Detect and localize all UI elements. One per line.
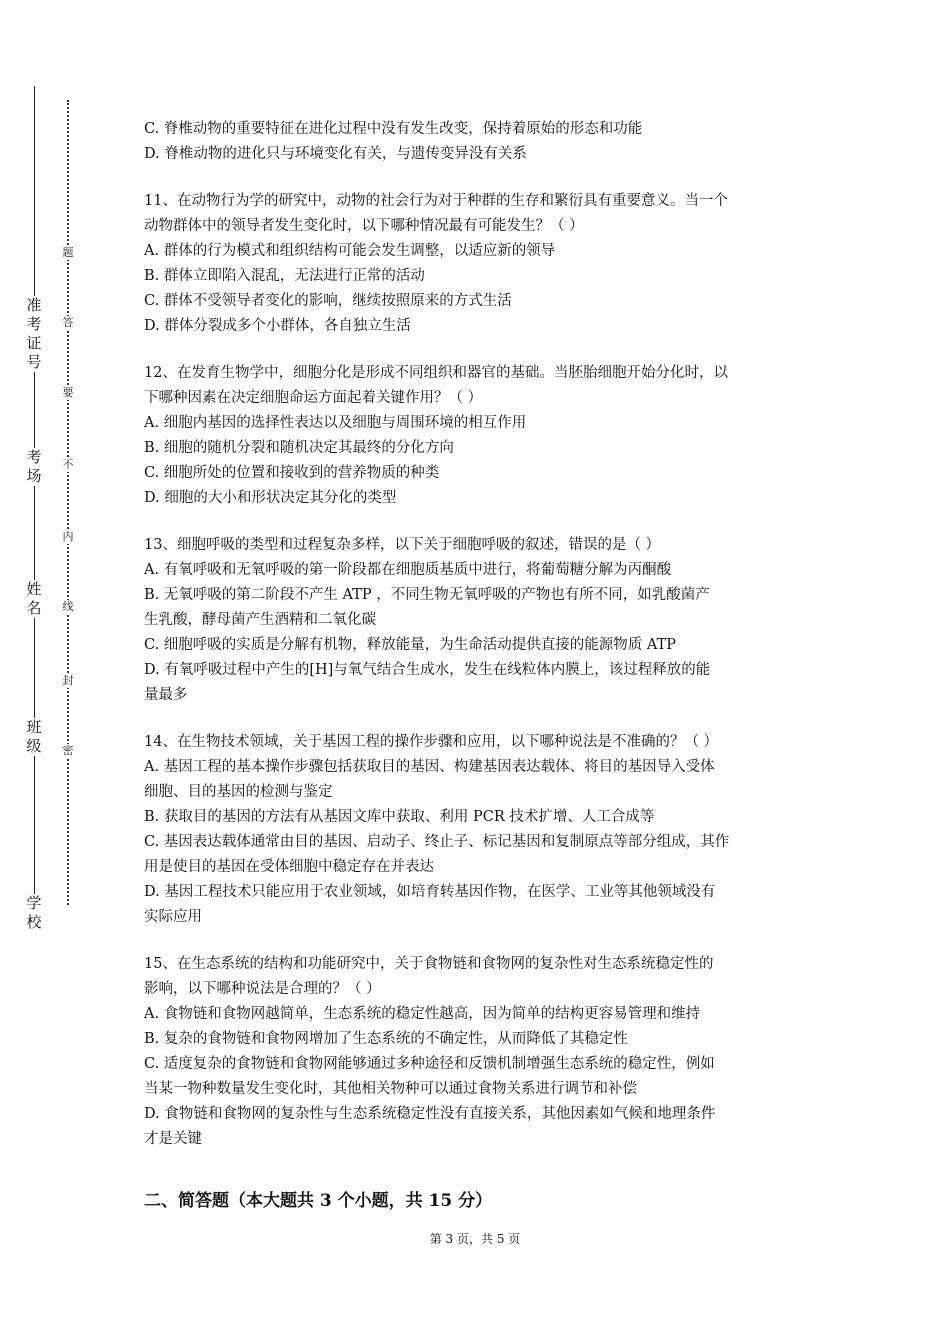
question-13 bbox=[144, 533, 808, 708]
seal-char: 不 bbox=[60, 458, 76, 472]
option-line: C. 基因表达载体通常由目的基因、启动子、终止子、标记基因和复制原点等部分组成，其作 bbox=[144, 834, 730, 850]
option-line: D. 食物链和食物网的复杂性与生态系统稳定性没有直接关系，其他因素如气候和地理条件 bbox=[144, 1106, 716, 1122]
option-line: 用是使目的基因在受体细胞中稳定存在并表达 bbox=[144, 859, 434, 875]
option-line: 才是关键 bbox=[144, 1131, 202, 1147]
option-line: C. 细胞所处的位置和接收到的营养物质的种类 bbox=[144, 465, 440, 481]
option-line: 实际应用 bbox=[144, 909, 202, 925]
exam-room-field bbox=[20, 372, 48, 486]
option-line: D. 有氧呼吸过程中产生的[H]与氧气结合生成水，发生在线粒体内膜上，该过程释放的能 bbox=[144, 662, 711, 678]
option-line: A. 细胞内基因的选择性表达以及细胞与周围环境的相互作用 bbox=[144, 415, 527, 431]
question-stem: 11、在动物行为学的研究中，动物的社会行为对于种群的生存和繁衍具有重要意义。当一个 bbox=[144, 193, 728, 209]
question-stem: 13、细胞呼吸的类型和过程复杂多样，以下关于细胞呼吸的叙述，错误的是（ ） bbox=[144, 537, 661, 553]
question-stem: 15、在生态系统的结构和功能研究中，关于食物链和食物网的复杂性对生态系统稳定性的 bbox=[144, 956, 714, 972]
question-12 bbox=[144, 361, 808, 511]
option-line: D. 基因工程技术只能应用于农业领域，如培育转基因作物，在医学、工业等其他领域没有 bbox=[144, 884, 716, 900]
option-line: A. 群体的行为模式和组织结构可能会发生调整，以适应新的领导 bbox=[144, 243, 556, 259]
option-line: B. 无氧呼吸的第二阶段不产生 ATP ，不同生物无氧呼吸的产物也有所不同，如乳酸菌产 bbox=[144, 587, 710, 603]
question-stem: 影响，以下哪种说法是合理的？（ ） bbox=[144, 981, 381, 997]
page-number: 第 3 页，共 5 页 bbox=[429, 1232, 521, 1246]
name-field bbox=[20, 486, 48, 618]
option-line: 量最多 bbox=[144, 687, 188, 703]
option-line: B. 细胞的随机分裂和随机决定其最终的分化方向 bbox=[144, 440, 454, 456]
field-underline bbox=[34, 86, 35, 296]
spacer bbox=[144, 167, 808, 189]
question-10-continued bbox=[144, 117, 808, 167]
school-field bbox=[20, 756, 48, 932]
option-line: C. 群体不受领导者变化的影响，继续按照原来的方式生活 bbox=[144, 293, 512, 309]
spacer bbox=[144, 930, 808, 952]
section-heading: 二、简答题（本大题共 3 个小题，共 15 分） bbox=[144, 1191, 493, 1211]
option-line: B. 复杂的食物链和食物网增加了生态系统的不确定性，从而降低了其稳定性 bbox=[144, 1031, 628, 1047]
field-underline bbox=[34, 372, 35, 448]
field-underline bbox=[34, 756, 35, 894]
option-line: D. 细胞的大小和形状决定其分化的类型 bbox=[144, 490, 397, 506]
option-line: C. 适度复杂的食物链和食物网能够通过多种途径和反馈机制增强生态系统的稳定性，例如 bbox=[144, 1056, 715, 1072]
question-stem: 动物群体中的领导者发生变化时，以下哪种情况最有可能发生？（ ） bbox=[144, 218, 584, 234]
seal-char: 题 bbox=[60, 246, 76, 260]
spacer bbox=[144, 708, 808, 730]
seal-char: 答 bbox=[60, 316, 76, 330]
option-line: D. 群体分裂成多个小群体，各自独立生活 bbox=[144, 318, 411, 334]
exam-number-field bbox=[20, 86, 48, 372]
question-stem: 12、在发育生物学中，细胞分化是形成不同组织和器官的基础。当胚胎细胞开始分化时，以 bbox=[144, 365, 728, 381]
option-line: A. 食物链和食物网越简单，生态系统的稳定性越高，因为简单的结构更容易管理和维持 bbox=[144, 1006, 701, 1022]
field-label: 班级 bbox=[26, 718, 42, 755]
class-field bbox=[20, 618, 48, 756]
spacer bbox=[144, 339, 808, 361]
option-line: B. 群体立即陷入混乱，无法进行正常的活动 bbox=[144, 268, 425, 284]
option-line: 当某一物种数量发生变化时，其他相关物种可以通过食物关系进行调节和补偿 bbox=[144, 1081, 637, 1097]
question-list bbox=[144, 117, 808, 1152]
option-line: A. 基因工程的基本操作步骤包括获取目的基因、构建基因表达载体、将目的基因导入受体 bbox=[144, 759, 715, 775]
option-line: D. 脊椎动物的进化只与环境变化有关，与遗传变异没有关系 bbox=[144, 146, 527, 162]
option-line: C. 脊椎动物的重要特征在进化过程中没有发生改变，保持着原始的形态和功能 bbox=[144, 121, 643, 137]
field-label: 准考证号 bbox=[26, 296, 42, 371]
option-line: B. 获取目的基因的方法有从基因文库中获取、利用 PCR 技术扩增、人工合成等 bbox=[144, 809, 655, 825]
question-11 bbox=[144, 189, 808, 339]
field-underline bbox=[34, 486, 35, 580]
option-line: C. 细胞呼吸的实质是分解有机物，释放能量，为生命活动提供直接的能源物质 ATP bbox=[144, 637, 677, 653]
option-line: 细胞、目的基因的检测与鉴定 bbox=[144, 784, 333, 800]
question-14 bbox=[144, 730, 808, 930]
seal-char: 线 bbox=[60, 600, 76, 614]
seal-char: 密 bbox=[60, 744, 76, 758]
seal-char: 封 bbox=[60, 674, 76, 688]
field-underline bbox=[34, 618, 35, 718]
spacer bbox=[144, 511, 808, 533]
seal-dotted-line bbox=[67, 100, 69, 905]
option-line: 生乳酸，酵母菌产生酒精和二氧化碳 bbox=[144, 612, 376, 628]
field-label: 姓名 bbox=[26, 580, 42, 617]
question-stem: 14、在生物技术领域，关于基因工程的操作步骤和应用，以下哪种说法是不准确的？（ ） bbox=[144, 734, 719, 750]
option-line: A. 有氧呼吸和无氧呼吸的第一阶段都在细胞质基质中进行，将葡萄糖分解为丙酮酸 bbox=[144, 562, 672, 578]
question-15 bbox=[144, 952, 808, 1152]
seal-char: 内 bbox=[60, 530, 76, 544]
seal-char: 要 bbox=[60, 386, 76, 400]
field-label: 考场 bbox=[26, 448, 42, 485]
field-label: 学校 bbox=[26, 894, 42, 931]
question-stem: 下哪种因素在决定细胞命运方面起着关键作用？（ ） bbox=[144, 390, 483, 406]
